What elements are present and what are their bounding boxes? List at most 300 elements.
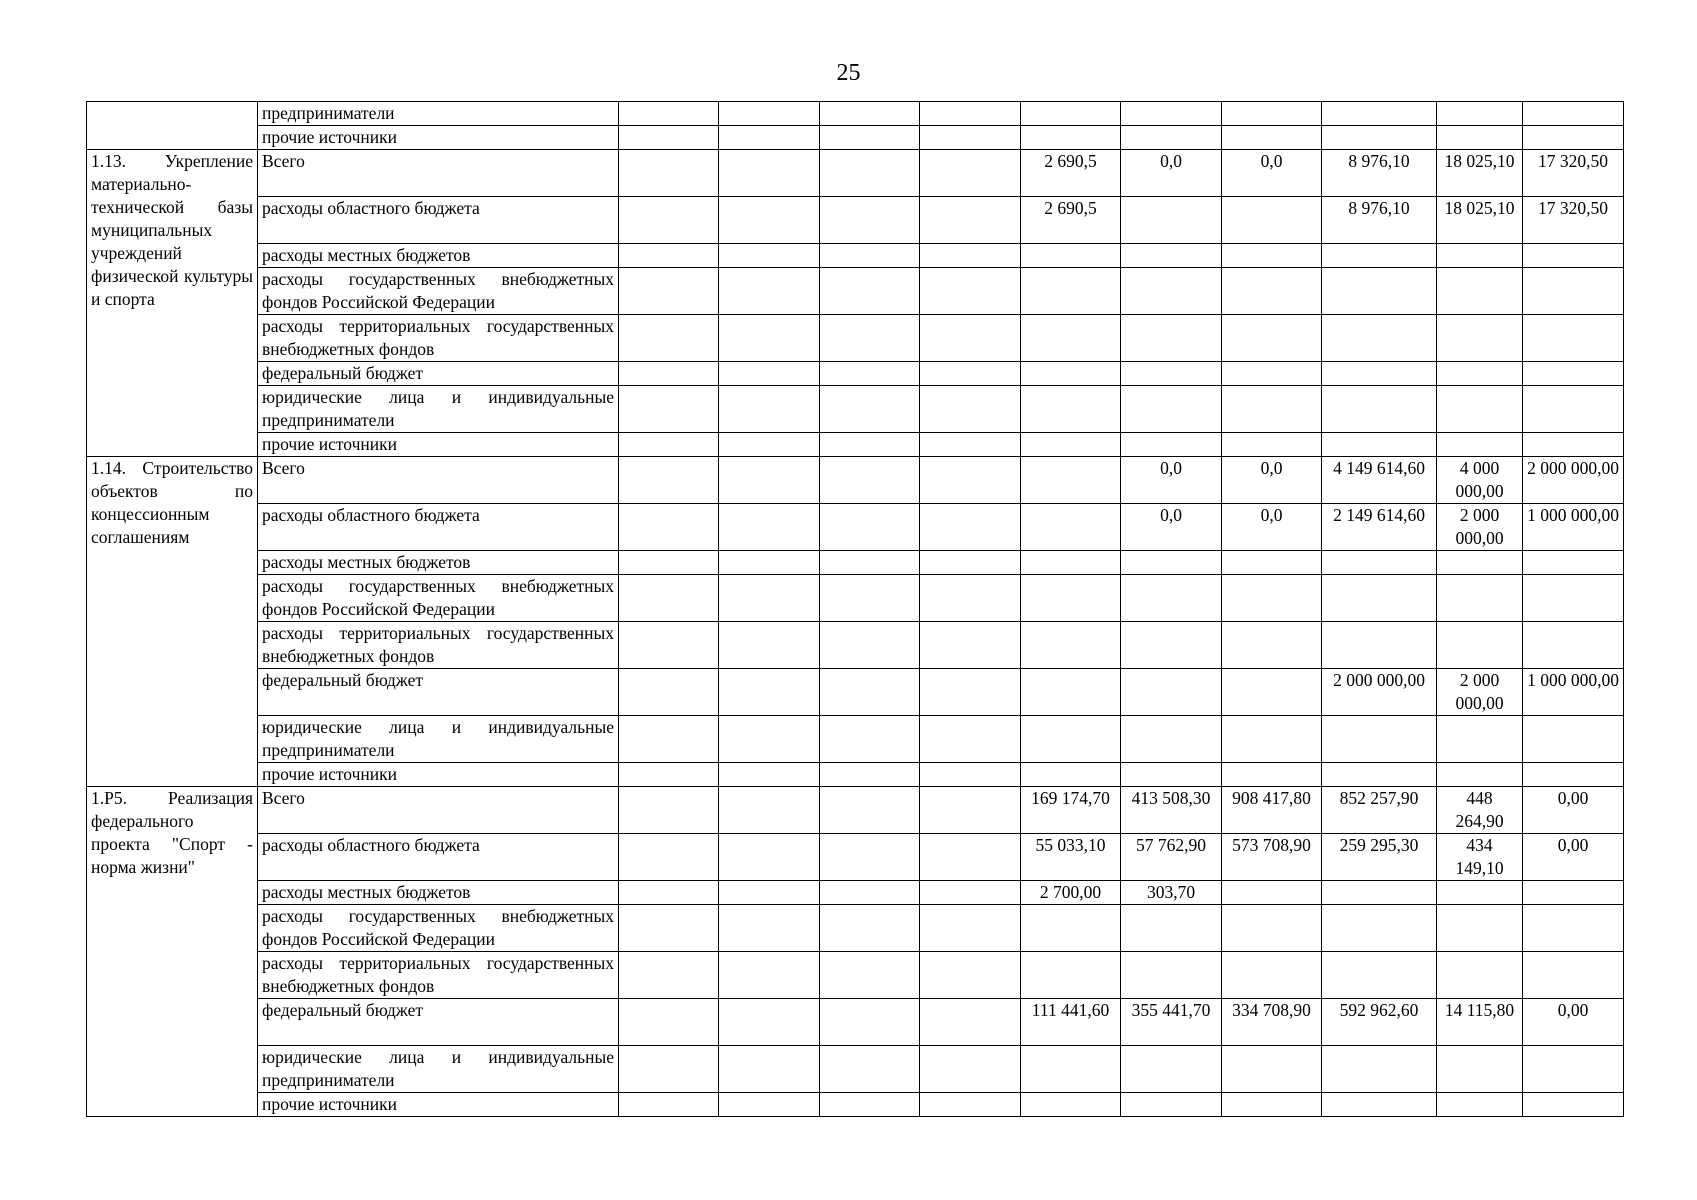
value-cell [920, 551, 1021, 575]
value-cell: 2 700,00 [1021, 881, 1121, 905]
value-cell: 413 508,30 [1121, 787, 1222, 834]
value-cell [820, 622, 920, 669]
value-cell: 334 708,90 [1222, 999, 1322, 1046]
value-cell [1021, 1046, 1121, 1093]
value-cell [1021, 433, 1121, 457]
value-cell: 592 962,60 [1322, 999, 1437, 1046]
value-cell [1222, 575, 1322, 622]
value-cell [1437, 362, 1523, 386]
value-cell [1322, 244, 1437, 268]
value-cell [920, 999, 1021, 1046]
value-cell [1322, 1093, 1437, 1117]
value-cell [1222, 362, 1322, 386]
funding-source-cell: федеральный бюджет [258, 999, 619, 1046]
value-cell [619, 952, 719, 999]
value-cell [719, 150, 820, 197]
value-cell [1322, 881, 1437, 905]
table-row [87, 362, 1624, 386]
value-cell [1437, 622, 1523, 669]
funding-source-cell: прочие источники [258, 126, 619, 150]
funding-source-cell: расходы территориальных государственных внебюджетных фондов [258, 315, 619, 362]
value-cell [820, 102, 920, 126]
table-row [87, 905, 1624, 952]
value-cell [920, 126, 1021, 150]
value-cell [820, 905, 920, 952]
funding-source-cell: прочие источники [258, 1093, 619, 1117]
value-cell: 573 708,90 [1222, 834, 1322, 881]
funding-source-cell: расходы местных бюджетов [258, 551, 619, 575]
value-cell [920, 197, 1021, 244]
value-cell [820, 504, 920, 551]
value-cell [1322, 622, 1437, 669]
value-cell: 8 976,10 [1322, 150, 1437, 197]
value-cell [719, 881, 820, 905]
funding-source-cell: федеральный бюджет [258, 669, 619, 716]
value-cell [1021, 551, 1121, 575]
value-cell [1322, 362, 1437, 386]
value-cell [1021, 268, 1121, 315]
value-cell [1437, 551, 1523, 575]
page-number: 25 [836, 60, 861, 86]
value-cell [619, 433, 719, 457]
funding-source-cell: расходы государственных внебюджетных фондов Российской Федерации [258, 905, 619, 952]
table-row [87, 457, 1624, 504]
value-cell [1437, 126, 1523, 150]
table-row [87, 268, 1624, 315]
value-cell: 0,0 [1222, 504, 1322, 551]
value-cell: 0,0 [1121, 504, 1222, 551]
value-cell [619, 457, 719, 504]
value-cell [1121, 551, 1222, 575]
value-cell [1437, 1046, 1523, 1093]
value-cell [1021, 102, 1121, 126]
value-cell [1222, 102, 1322, 126]
value-cell [1322, 905, 1437, 952]
value-cell: 303,70 [1121, 881, 1222, 905]
value-cell [619, 197, 719, 244]
value-cell: 55 033,10 [1021, 834, 1121, 881]
value-cell [619, 763, 719, 787]
value-cell [719, 669, 820, 716]
funding-source-cell: Всего [258, 457, 619, 504]
value-cell [1021, 575, 1121, 622]
value-cell [820, 787, 920, 834]
value-cell [719, 1046, 820, 1093]
value-cell [719, 386, 820, 433]
table-row [87, 433, 1624, 457]
value-cell [1121, 268, 1222, 315]
value-cell: 18 025,10 [1437, 150, 1523, 197]
value-cell [619, 362, 719, 386]
value-cell [1523, 315, 1624, 362]
value-cell [619, 1093, 719, 1117]
value-cell: 2 000 000,00 [1523, 457, 1624, 504]
value-cell [1322, 315, 1437, 362]
value-cell [1523, 905, 1624, 952]
value-cell [719, 504, 820, 551]
value-cell [719, 551, 820, 575]
value-cell [1222, 716, 1322, 763]
value-cell: 0,0 [1222, 457, 1322, 504]
table-row [87, 1046, 1624, 1093]
value-cell [1021, 622, 1121, 669]
value-cell [820, 999, 920, 1046]
value-cell [1222, 433, 1322, 457]
value-cell: 8 976,10 [1322, 197, 1437, 244]
value-cell [820, 362, 920, 386]
value-cell [1222, 551, 1322, 575]
value-cell [619, 386, 719, 433]
value-cell [1021, 716, 1121, 763]
value-cell [1322, 102, 1437, 126]
value-cell [1222, 905, 1322, 952]
value-cell [1121, 197, 1222, 244]
value-cell: 0,00 [1523, 999, 1624, 1046]
value-cell [1523, 1093, 1624, 1117]
value-cell [1437, 386, 1523, 433]
value-cell: 434 149,10 [1437, 834, 1523, 881]
value-cell [920, 763, 1021, 787]
value-cell [1322, 763, 1437, 787]
value-cell [1121, 386, 1222, 433]
value-cell [820, 315, 920, 362]
value-cell [719, 999, 820, 1046]
value-cell [1222, 126, 1322, 150]
value-cell [719, 268, 820, 315]
table-row [87, 952, 1624, 999]
table-row [87, 102, 1624, 126]
value-cell: 1 000 000,00 [1523, 669, 1624, 716]
value-cell [1523, 575, 1624, 622]
funding-source-cell: расходы областного бюджета [258, 197, 619, 244]
value-cell [820, 551, 920, 575]
value-cell [920, 622, 1021, 669]
value-cell [619, 315, 719, 362]
value-cell [920, 905, 1021, 952]
funding-source-cell: прочие источники [258, 433, 619, 457]
value-cell [1121, 315, 1222, 362]
value-cell [719, 575, 820, 622]
value-cell [619, 504, 719, 551]
value-cell [719, 197, 820, 244]
value-cell [719, 1093, 820, 1117]
value-cell [1222, 1093, 1322, 1117]
value-cell [719, 834, 820, 881]
value-cell: 2 000 000,00 [1437, 504, 1523, 551]
value-cell [1121, 102, 1222, 126]
value-cell [1121, 669, 1222, 716]
value-cell [619, 787, 719, 834]
value-cell [920, 787, 1021, 834]
value-cell [1222, 763, 1322, 787]
value-cell: 2 149 614,60 [1322, 504, 1437, 551]
value-cell [1523, 362, 1624, 386]
value-cell [1322, 126, 1437, 150]
funding-source-cell: юридические лица и индивидуальные предприниматели [258, 716, 619, 763]
value-cell [920, 881, 1021, 905]
value-cell: 0,00 [1523, 787, 1624, 834]
value-cell [719, 433, 820, 457]
value-cell [820, 669, 920, 716]
funding-source-cell: федеральный бюджет [258, 362, 619, 386]
value-cell [920, 362, 1021, 386]
section-title-cell: 1.13. Укрепление материально-технической базы муниципальных учреждений физической культуры и спорта [87, 150, 258, 457]
value-cell [1021, 386, 1121, 433]
value-cell [1322, 551, 1437, 575]
value-cell [820, 433, 920, 457]
value-cell [920, 716, 1021, 763]
value-cell [619, 575, 719, 622]
value-cell [1523, 433, 1624, 457]
value-cell [1222, 268, 1322, 315]
value-cell [1437, 268, 1523, 315]
value-cell [920, 433, 1021, 457]
value-cell [1021, 315, 1121, 362]
value-cell [1523, 622, 1624, 669]
value-cell: 2 690,5 [1021, 197, 1121, 244]
value-cell [1121, 716, 1222, 763]
value-cell [920, 150, 1021, 197]
value-cell: 17 320,50 [1523, 150, 1624, 197]
value-cell [1222, 244, 1322, 268]
value-cell [920, 952, 1021, 999]
value-cell [619, 999, 719, 1046]
value-cell [719, 716, 820, 763]
value-cell [1437, 1093, 1523, 1117]
table-row [87, 575, 1624, 622]
value-cell [1437, 433, 1523, 457]
table-row [87, 669, 1624, 716]
value-cell [1322, 1046, 1437, 1093]
value-cell [920, 504, 1021, 551]
value-cell [619, 244, 719, 268]
value-cell [1021, 504, 1121, 551]
value-cell [1523, 1046, 1624, 1093]
table-row [87, 504, 1624, 551]
value-cell [820, 881, 920, 905]
value-cell [1523, 763, 1624, 787]
value-cell [1021, 1093, 1121, 1117]
value-cell [1222, 197, 1322, 244]
value-cell [920, 386, 1021, 433]
value-cell [820, 150, 920, 197]
value-cell [719, 905, 820, 952]
value-cell [1121, 763, 1222, 787]
value-cell [1222, 622, 1322, 669]
value-cell [820, 1046, 920, 1093]
table-row [87, 315, 1624, 362]
value-cell [920, 575, 1021, 622]
value-cell: 852 257,90 [1322, 787, 1437, 834]
value-cell [1437, 952, 1523, 999]
value-cell [820, 197, 920, 244]
value-cell: 57 762,90 [1121, 834, 1222, 881]
value-cell [920, 669, 1021, 716]
value-cell [820, 386, 920, 433]
value-cell [820, 244, 920, 268]
value-cell: 259 295,30 [1322, 834, 1437, 881]
table-row [87, 787, 1624, 834]
value-cell [820, 716, 920, 763]
value-cell [1523, 386, 1624, 433]
value-cell [920, 457, 1021, 504]
value-cell [619, 716, 719, 763]
table-row [87, 881, 1624, 905]
value-cell: 0,00 [1523, 834, 1624, 881]
value-cell [1523, 952, 1624, 999]
value-cell [1437, 102, 1523, 126]
value-cell [1021, 905, 1121, 952]
value-cell: 0,0 [1121, 150, 1222, 197]
value-cell [719, 126, 820, 150]
value-cell [719, 763, 820, 787]
value-cell [1021, 763, 1121, 787]
table-row [87, 716, 1624, 763]
value-cell [619, 102, 719, 126]
value-cell [1121, 433, 1222, 457]
budget-table [86, 101, 1624, 1117]
value-cell [1437, 315, 1523, 362]
value-cell [1437, 575, 1523, 622]
funding-source-cell: расходы государственных внебюджетных фондов Российской Федерации [258, 575, 619, 622]
funding-source-cell: предприниматели [258, 102, 619, 126]
funding-source-cell: Всего [258, 787, 619, 834]
table-row [87, 386, 1624, 433]
table-row [87, 126, 1624, 150]
value-cell [820, 457, 920, 504]
value-cell [1222, 315, 1322, 362]
value-cell: 1 000 000,00 [1523, 504, 1624, 551]
value-cell [820, 268, 920, 315]
value-cell: 4 149 614,60 [1322, 457, 1437, 504]
value-cell [619, 1046, 719, 1093]
value-cell: 0,0 [1222, 150, 1322, 197]
value-cell [719, 457, 820, 504]
value-cell: 17 320,50 [1523, 197, 1624, 244]
value-cell [619, 834, 719, 881]
value-cell: 111 441,60 [1021, 999, 1121, 1046]
value-cell [1021, 457, 1121, 504]
value-cell [820, 834, 920, 881]
value-cell [1222, 1046, 1322, 1093]
value-cell [1523, 126, 1624, 150]
value-cell [1021, 126, 1121, 150]
value-cell [1437, 716, 1523, 763]
table-row [87, 150, 1624, 197]
value-cell [619, 905, 719, 952]
value-cell [719, 362, 820, 386]
value-cell [1437, 881, 1523, 905]
value-cell [619, 268, 719, 315]
value-cell [1121, 244, 1222, 268]
value-cell [920, 244, 1021, 268]
value-cell [719, 315, 820, 362]
value-cell [1121, 575, 1222, 622]
value-cell [1523, 551, 1624, 575]
value-cell: 14 115,80 [1437, 999, 1523, 1046]
section-title-cell: 1.Р5. Реализация федерального проекта "Спорт - норма жизни" [87, 787, 258, 1117]
value-cell [1523, 716, 1624, 763]
section-title-cell: 1.14. Строительство объектов по концессионным соглашениям [87, 457, 258, 787]
value-cell [1121, 1046, 1222, 1093]
value-cell [619, 622, 719, 669]
value-cell [1222, 386, 1322, 433]
value-cell [1437, 763, 1523, 787]
table-row [87, 1093, 1624, 1117]
value-cell [820, 763, 920, 787]
value-cell [1222, 952, 1322, 999]
value-cell [619, 881, 719, 905]
value-cell [619, 126, 719, 150]
table-row [87, 197, 1624, 244]
value-cell: 2 690,5 [1021, 150, 1121, 197]
value-cell [1322, 716, 1437, 763]
value-cell [1021, 362, 1121, 386]
table-row [87, 551, 1624, 575]
value-cell [719, 244, 820, 268]
value-cell: 2 000 000,00 [1437, 669, 1523, 716]
table-row [87, 834, 1624, 881]
value-cell: 448 264,90 [1437, 787, 1523, 834]
value-cell: 355 441,70 [1121, 999, 1222, 1046]
value-cell [719, 787, 820, 834]
value-cell [920, 1093, 1021, 1117]
value-cell [1121, 622, 1222, 669]
value-cell [1222, 881, 1322, 905]
section-title-cell [87, 102, 258, 150]
value-cell: 0,0 [1121, 457, 1222, 504]
funding-source-cell: расходы государственных внебюджетных фондов Российской Федерации [258, 268, 619, 315]
value-cell [1021, 244, 1121, 268]
value-cell [1322, 268, 1437, 315]
value-cell [1121, 126, 1222, 150]
table-row [87, 622, 1624, 669]
value-cell: 908 417,80 [1222, 787, 1322, 834]
value-cell [920, 315, 1021, 362]
value-cell [920, 1046, 1021, 1093]
value-cell [1322, 433, 1437, 457]
value-cell [719, 622, 820, 669]
value-cell [1437, 244, 1523, 268]
funding-source-cell: Всего [258, 150, 619, 197]
funding-source-cell: расходы территориальных государственных внебюджетных фондов [258, 622, 619, 669]
value-cell [1121, 952, 1222, 999]
value-cell [619, 669, 719, 716]
funding-source-cell: расходы местных бюджетов [258, 244, 619, 268]
value-cell [1523, 268, 1624, 315]
funding-source-cell: расходы местных бюджетов [258, 881, 619, 905]
value-cell [1021, 669, 1121, 716]
value-cell: 169 174,70 [1021, 787, 1121, 834]
value-cell [619, 551, 719, 575]
table-row [87, 763, 1624, 787]
value-cell: 2 000 000,00 [1322, 669, 1437, 716]
value-cell [719, 102, 820, 126]
funding-source-cell: юридические лица и индивидуальные предприниматели [258, 386, 619, 433]
value-cell [920, 268, 1021, 315]
value-cell [619, 150, 719, 197]
value-cell [820, 1093, 920, 1117]
value-cell [1322, 952, 1437, 999]
funding-source-cell: прочие источники [258, 763, 619, 787]
value-cell [920, 102, 1021, 126]
value-cell [1523, 881, 1624, 905]
value-cell [920, 834, 1021, 881]
value-cell: 18 025,10 [1437, 197, 1523, 244]
value-cell [1222, 669, 1322, 716]
table-row [87, 244, 1624, 268]
value-cell [1121, 1093, 1222, 1117]
